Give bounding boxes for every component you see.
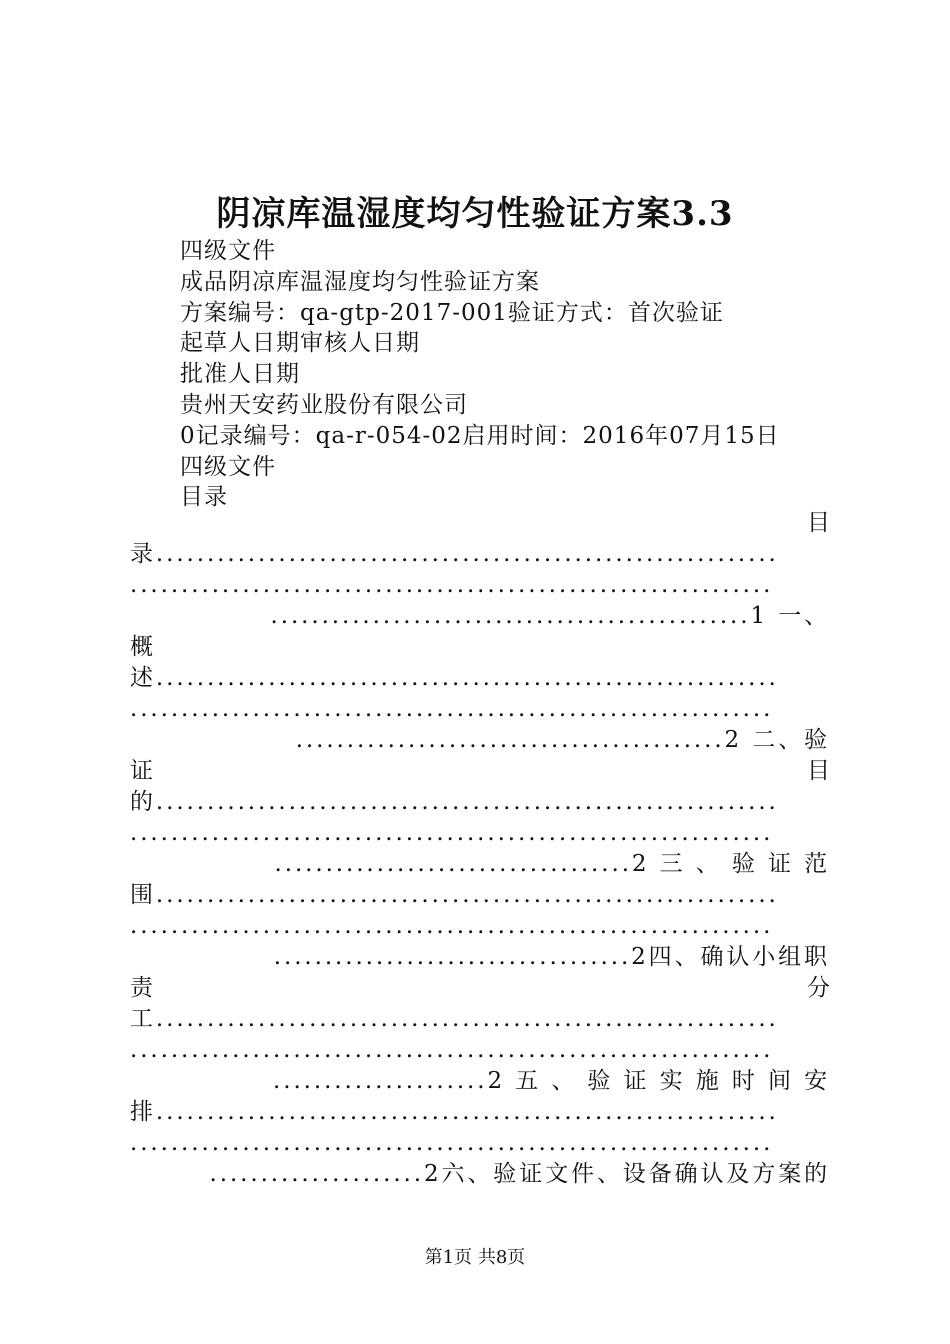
toc-row bbox=[130, 973, 830, 1004]
toc-row: ............................................................... bbox=[130, 1037, 774, 1063]
toc-word: 证 bbox=[130, 758, 153, 784]
intro-block bbox=[180, 236, 780, 513]
toc-row: ............................................................... bbox=[130, 696, 774, 722]
toc-row: 目 bbox=[807, 510, 830, 536]
intro-line-contents: 目录 bbox=[180, 484, 228, 511]
toc-row bbox=[130, 756, 830, 787]
table-of-contents bbox=[130, 508, 830, 1190]
page-footer: 第1页 共8页 bbox=[424, 1247, 526, 1268]
toc-row: .....................2六、验证文件、设备确认及方案的 bbox=[209, 1161, 830, 1187]
document-title: 阴凉库温湿度均匀性验证方案3.3 bbox=[216, 194, 734, 234]
toc-row: 围............................................................. bbox=[130, 882, 779, 908]
toc-row: ...............................................1 一、 bbox=[270, 603, 830, 629]
toc-row: 工............................................................. bbox=[130, 1006, 779, 1032]
toc-word: 责 bbox=[130, 975, 153, 1001]
toc-row: 的............................................................. bbox=[130, 789, 779, 815]
intro-line-level-2: 四级文件 bbox=[180, 453, 276, 480]
toc-row: 排............................................................. bbox=[130, 1099, 779, 1125]
toc-row: 录............................................................. bbox=[130, 541, 779, 567]
toc-row: 述............................................................. bbox=[130, 665, 779, 691]
intro-line-drafter: 起草人日期审核人日期 bbox=[180, 330, 420, 357]
toc-row: 概 bbox=[130, 634, 153, 660]
toc-row: ............................................................... bbox=[130, 572, 774, 598]
intro-line-plan-name: 成品阴凉库温湿度均匀性验证方案 bbox=[180, 268, 540, 295]
toc-row: ...................................2 三 、 验 证 范 bbox=[274, 851, 830, 877]
toc-row: ..........................................2 二、验 bbox=[295, 727, 830, 753]
toc-row: .....................2 五 、 验 证 实 施 时 间 安 bbox=[273, 1068, 830, 1094]
toc-row: ............................................................... bbox=[130, 913, 774, 939]
toc-word: 目 bbox=[807, 758, 830, 784]
intro-line-company: 贵州天安药业股份有限公司 bbox=[180, 391, 468, 418]
toc-row: ...................................2四、确认小组职 bbox=[273, 944, 830, 970]
intro-line-level: 四级文件 bbox=[180, 238, 276, 264]
toc-row: ............................................................... bbox=[130, 1130, 774, 1156]
intro-line-record-number: 0记录编号：qa-r-054-02启用时间：2016年07月15日 bbox=[180, 422, 780, 449]
intro-line-plan-number: 方案编号：qa-gtp-2017-001验证方式：首次验证 bbox=[180, 299, 724, 326]
toc-word: 分 bbox=[807, 975, 830, 1001]
toc-row: ............................................................... bbox=[130, 820, 774, 846]
intro-line-approver: 批准人日期 bbox=[180, 361, 300, 388]
